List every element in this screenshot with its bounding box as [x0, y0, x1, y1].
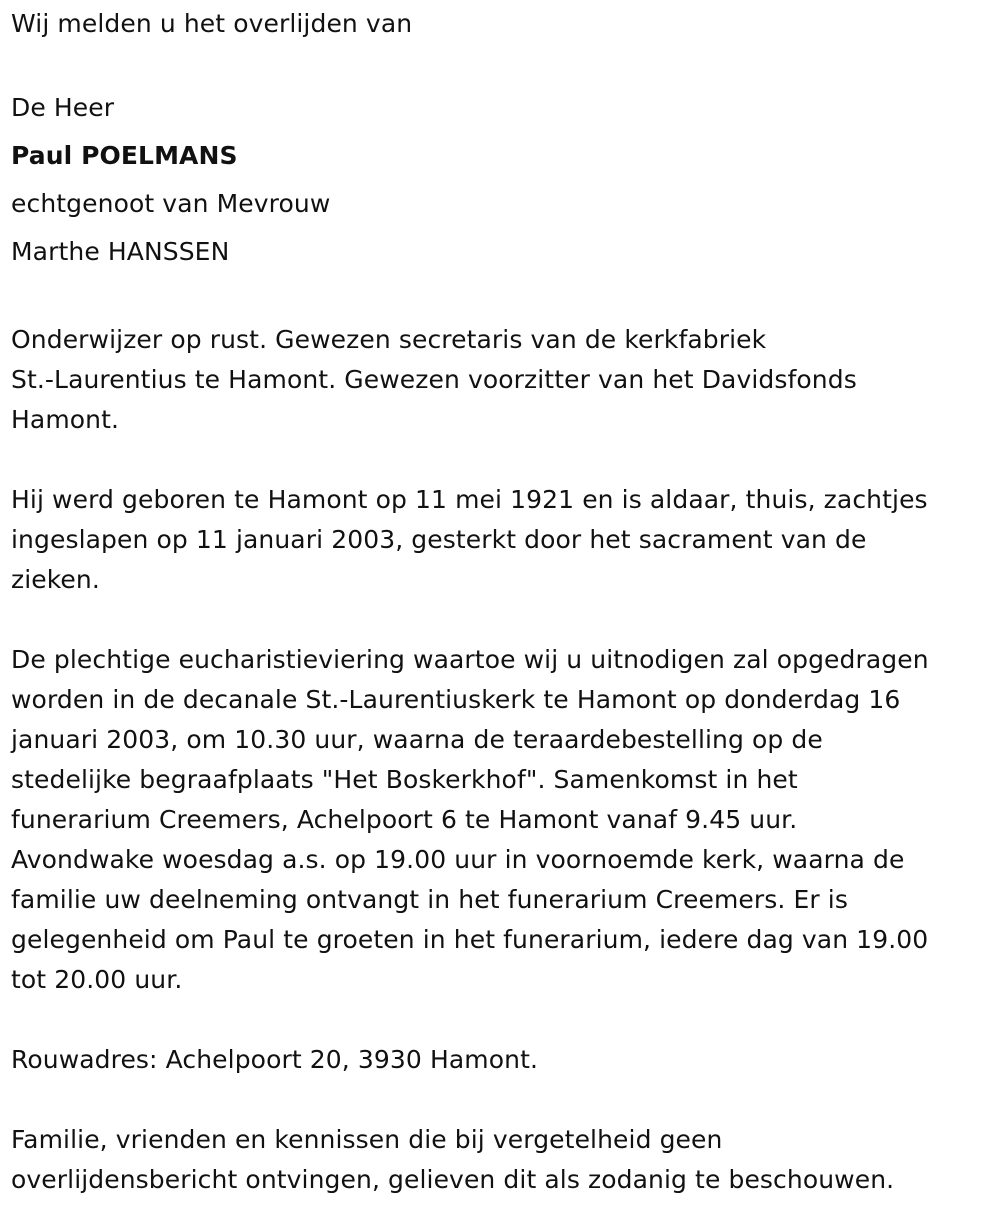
notice-header — [11, 4, 991, 276]
mourning-address: Rouwadres: Achelpoort 20, 3930 Hamont. — [11, 1045, 539, 1074]
paragraph-line: stedelijke begraafplaats "Het Boskerkhof". Samenkomst in het — [11, 765, 798, 794]
spouse-line-2: Marthe HANSSEN — [11, 237, 230, 266]
deceased-name: Paul POELMANS — [11, 141, 238, 170]
paragraph-line: tot 20.00 uur. — [11, 965, 183, 994]
intro-line: Wij melden u het overlijden van — [11, 9, 413, 38]
paragraph-line: funerarium Creemers, Achelpoort 6 te Hamont vanaf 9.45 uur. — [11, 805, 798, 834]
paragraph-line: Familie, vrienden en kennissen die bij vergetelheid geen — [11, 1125, 723, 1154]
paragraph-line: ingeslapen op 11 januari 2003, gesterkt door het sacrament van de — [11, 525, 867, 554]
address-paragraph — [11, 1040, 991, 1080]
career-paragraph — [11, 320, 991, 440]
closing-paragraph — [11, 1120, 991, 1200]
paragraph-line: Hamont. — [11, 405, 120, 434]
spouse-line-1: echtgenoot van Mevrouw — [11, 189, 331, 218]
paragraph-line: Hij werd geboren te Hamont op 11 mei 1921 en is aldaar, thuis, zachtjes — [11, 485, 928, 514]
birth-death-paragraph — [11, 480, 991, 600]
death-notice — [11, 4, 991, 1200]
paragraph-line: januari 2003, om 10.30 uur, waarna de teraardebestelling op de — [11, 725, 823, 754]
paragraph-line: gelegenheid om Paul te groeten in het funerarium, iedere dag van 19.00 — [11, 925, 929, 954]
paragraph-line: overlijdensbericht ontvingen, gelieven dit als zodanig te beschouwen. — [11, 1165, 895, 1194]
paragraph-line: De plechtige eucharistieviering waartoe wij u uitnodigen zal opgedragen — [11, 645, 929, 674]
honorific-title: De Heer — [11, 93, 115, 122]
ceremony-paragraph — [11, 640, 991, 1000]
paragraph-line: Avondwake woesdag a.s. op 19.00 uur in voornoemde kerk, waarna de — [11, 845, 905, 874]
paragraph-line: zieken. — [11, 565, 100, 594]
paragraph-line: worden in de decanale St.-Laurentiuskerk te Hamont op donderdag 16 — [11, 685, 901, 714]
paragraph-line: Onderwijzer op rust. Gewezen secretaris van de kerkfabriek — [11, 325, 767, 354]
paragraph-line: St.-Laurentius te Hamont. Gewezen voorzitter van het Davidsfonds — [11, 365, 857, 394]
paragraph-line: familie uw deelneming ontvangt in het funerarium Creemers. Er is — [11, 885, 848, 914]
